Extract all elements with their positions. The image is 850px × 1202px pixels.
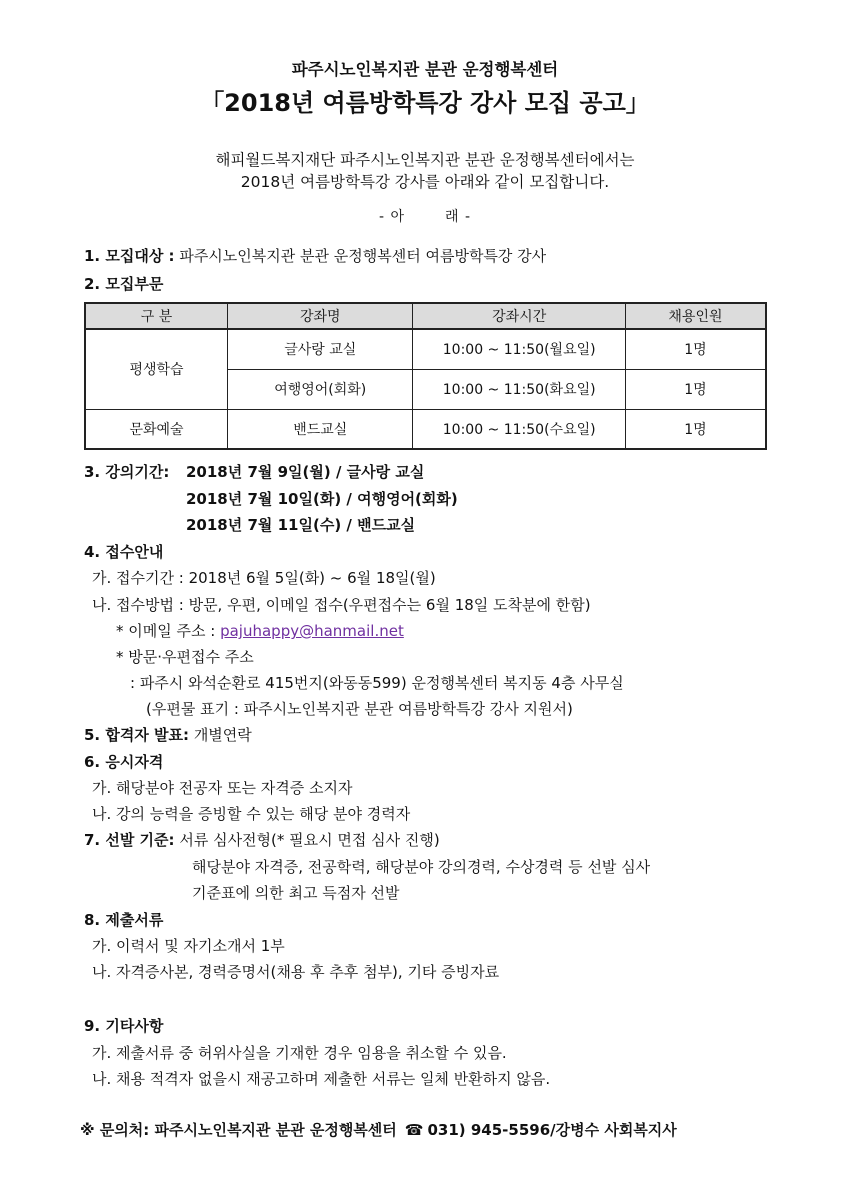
section-5-label: 5. 합격자 발표: [84,726,190,744]
selection-line-2: 해당분야 자격증, 전공학력, 해당분야 강의경력, 수상경력 등 선발 심사 [192,858,651,876]
recruitment-table [84,302,767,450]
email-link[interactable]: pajuhappy@hanmail.net [220,622,404,640]
lecture-date-3: 2018년 7월 11일(수) / 밴드교실 [186,516,416,534]
header-time: 강좌시간 [413,303,625,329]
category-cell: 문화예술 [85,409,228,449]
count-cell: 1명 [625,369,766,409]
course-cell: 여행영어(회화) [228,369,413,409]
count-cell: 1명 [625,329,766,369]
section-3-label: 3. 강의기간: [84,463,170,481]
misc-b: 나. 채용 적격자 없을시 재공고하며 제출한 서류는 일체 반환하지 않음. [92,1070,551,1088]
qualification-a: 가. 해당분야 전공자 또는 자격증 소지자 [92,779,353,797]
time-cell: 10:00 ~ 11:50(수요일) [413,409,625,449]
documents-b: 나. 자격증사본, 경력증명서(채용 후 추후 첨부), 기타 증빙자료 [92,963,500,981]
email-label: * 이메일 주소 : [116,622,216,640]
table-header-row [85,303,766,329]
header-category: 구 분 [85,303,228,329]
header-count: 채용인원 [625,303,766,329]
category-cell: 평생학습 [85,329,228,409]
contact-phone: 031) 945-5596/강병수 사회복지사 [427,1121,677,1139]
section-5 [84,725,252,745]
section-1 [84,246,546,266]
section-7-label: 7. 선발 기준: [84,831,175,849]
count-cell: 1명 [625,409,766,449]
qualification-b: 나. 강의 능력을 증빙할 수 있는 해당 분야 경력자 [92,805,411,823]
section-6-label: 6. 응시자격 [84,753,164,771]
mail-mark-line: (우편물 표기 : 파주시노인복지관 분관 여름방학특강 강사 지원서) [146,700,573,718]
course-cell: 밴드교실 [228,409,413,449]
section-9-label: 9. 기타사항 [84,1017,164,1035]
header-course: 강좌명 [228,303,413,329]
below-heading [0,207,850,227]
visit-label: * 방문·우편접수 주소 [116,648,254,666]
table-row [85,329,766,369]
misc-a: 가. 제출서류 중 허위사실을 기재한 경우 임용을 취소할 수 있음. [92,1044,507,1062]
contact-label: ※ 문의처: 파주시노인복지관 분관 운정행복센터 [80,1121,397,1139]
section-7 [84,830,440,850]
apply-method: 나. 접수방법 : 방문, 우편, 이메일 접수(우편접수는 6월 18일 도착분에 한함) [92,596,591,614]
email-line [116,621,404,641]
below-end: 래 - [445,209,472,225]
intro-line-2: 2018년 여름방학특강 강사를 아래와 같이 모집합니다. [240,173,610,191]
organization-name: 파주시노인복지관 분관 운정행복센터 [291,60,559,79]
time-cell: 10:00 ~ 11:50(화요일) [413,369,625,409]
section-8-label: 8. 제출서류 [84,911,164,929]
selection-line-1: 서류 심사전형(* 필요시 면접 심사 진행) [179,831,440,849]
phone-icon: ☎ [404,1121,424,1139]
selection-line-3: 기준표에 의한 최고 득점자 선발 [192,884,400,902]
time-cell: 10:00 ~ 11:50(월요일) [413,329,625,369]
page-title: 「2018년 여름방학특강 강사 모집 공고」 [200,89,650,117]
section-1-label: 1. 모집대상 : [84,247,175,265]
lecture-date-2: 2018년 7월 10일(화) / 여행영어(회화) [186,490,458,508]
table-row [85,409,766,449]
section-4-label: 4. 접수안내 [84,543,164,561]
apply-period: 가. 접수기간 : 2018년 6월 5일(화) ~ 6월 18일(월) [92,569,436,587]
footer-contact [80,1120,677,1140]
documents-a: 가. 이력서 및 자기소개서 1부 [92,937,285,955]
below-start: - 아 [378,209,405,225]
course-cell: 글사랑 교실 [228,329,413,369]
section-5-text: 개별연락 [193,726,252,744]
address-line: : 파주시 와석순환로 415번지(와동동599) 운정행복센터 복지동 4층 사무실 [130,674,624,692]
lecture-date-1: 2018년 7월 9일(월) / 글사랑 교실 [186,463,425,481]
section-2-label: 2. 모집부문 [84,275,164,293]
section-1-text: 파주시노인복지관 분관 운정행복센터 여름방학특강 강사 [179,247,547,265]
intro-line-1: 해피월드복지재단 파주시노인복지관 분관 운정행복센터에서는 [215,151,635,169]
